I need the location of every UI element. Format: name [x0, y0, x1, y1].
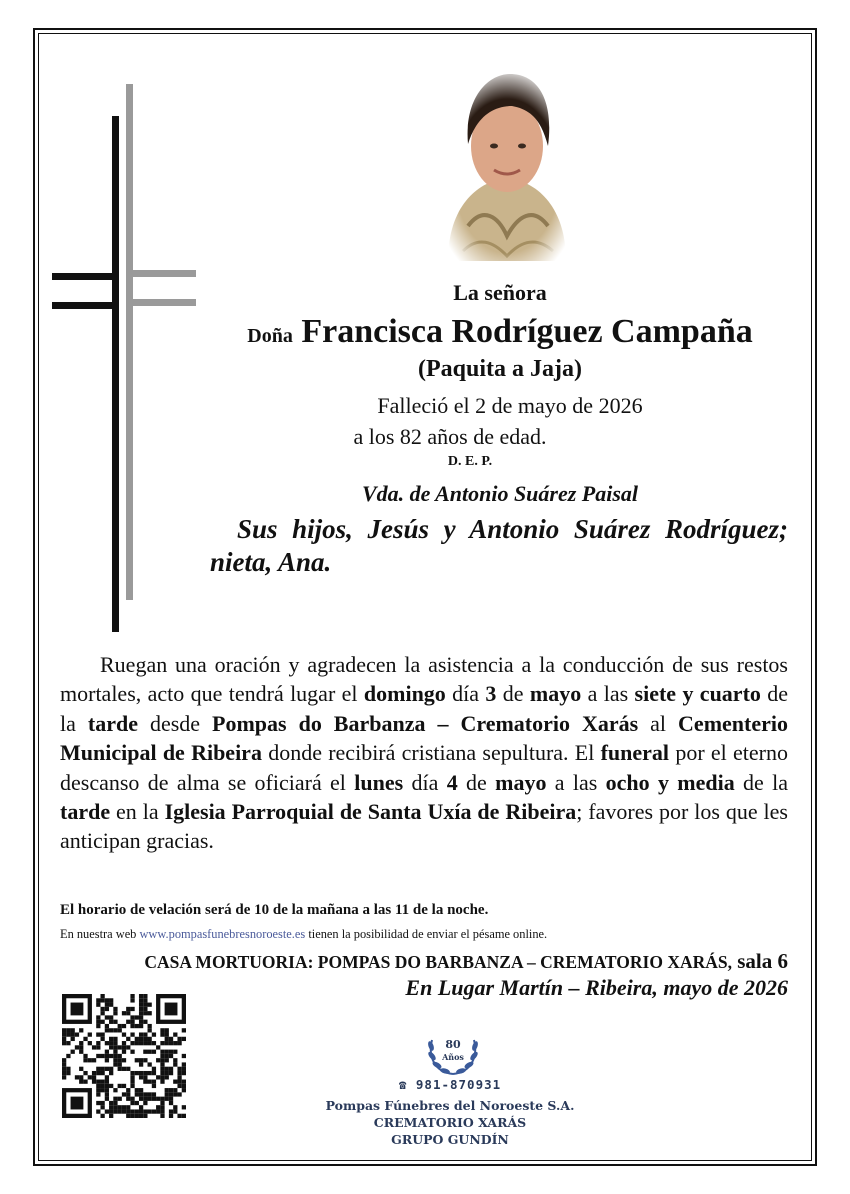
web-note-text: En nuestra web — [60, 927, 140, 941]
body-bold: tarde — [87, 710, 138, 736]
website-link[interactable]: www.pompasfunebresnoroeste.es — [139, 927, 306, 941]
portrait-photo — [438, 66, 576, 266]
group-name: GRUPO GUNDÍN — [391, 1132, 509, 1147]
body-text: a las — [546, 769, 606, 795]
nickname: (Paquita a Jaja) — [418, 356, 582, 382]
vigil-hours: El horario de velación será de 10 de la mañana a las 11 de la noche. — [60, 902, 489, 918]
dep-line: D. E. P. — [447, 454, 493, 469]
room-number: sala 6 — [731, 949, 788, 973]
body-bold: funeral — [600, 740, 670, 766]
body-bold: domingo — [363, 681, 446, 707]
name-text: Francisca Rodríguez Campaña — [301, 313, 753, 350]
svg-text:80: 80 — [445, 1038, 461, 1051]
laurel-logo-icon — [420, 1022, 486, 1078]
name-honorific: Doña — [247, 325, 293, 347]
place-date: En Lugar Martín – Ribeira, mayo de 2026 — [405, 975, 788, 1000]
web-note — [60, 927, 800, 942]
body-bold: mayo — [529, 681, 582, 707]
crematorium-name: CREMATORIO XARÁS — [373, 1115, 527, 1130]
body-text: de la — [734, 769, 789, 795]
svg-text:Años: Años — [442, 1052, 464, 1062]
body-bold: Pompas do Barbanza – Crematorio Xarás — [212, 710, 639, 736]
body-bold: 3 — [485, 681, 497, 707]
phone-icon: ☎ — [398, 1077, 408, 1092]
widow-line: Vda. de Antonio Suárez Paisal — [361, 481, 639, 506]
body-bold: 4 — [446, 769, 458, 795]
body-text: a las — [581, 681, 635, 707]
body-text: donde recibirá cristiana sepultura. El — [261, 740, 601, 766]
ceremony-paragraph — [60, 650, 788, 856]
body-bold: lunes — [354, 769, 404, 795]
phone-text: 981-870931 — [415, 1077, 502, 1092]
body-text: de la — [60, 681, 789, 736]
body-bold: siete y cuarto — [634, 681, 761, 707]
body-bold: ocho y media — [605, 769, 735, 795]
family-line: Sus hijos, Jesús y Antonio Suárez Rodríguez; nieta, Ana. — [210, 514, 788, 577]
qr-code[interactable] — [62, 994, 186, 1118]
body-bold: Iglesia Parroquial de Santa Uxía de Ribeira — [164, 799, 577, 825]
funeral-home — [60, 949, 788, 974]
phone-number — [340, 1077, 560, 1092]
body-bold: tarde — [60, 799, 111, 825]
body-text: al — [638, 710, 679, 736]
body-text: Ruegan una oración y agradecen la asistencia a la conducción de sus restos mortales, acto que tendrá lugar el — [60, 652, 788, 707]
death-date: Falleció el 2 de mayo de 2026 — [377, 393, 643, 418]
cross-icon — [50, 80, 200, 640]
body-text: por el eterno descanso de alma se oficiará el — [60, 740, 788, 795]
deceased-name — [210, 313, 790, 351]
company-name: Pompas Fúnebres del Noroeste S.A. — [325, 1098, 575, 1113]
body-text: día — [403, 769, 447, 795]
body-text: de — [457, 769, 496, 795]
age-line: a los 82 años de edad. — [353, 424, 547, 449]
web-note-text: tienen la posibilidad de enviar el pésame online. — [305, 927, 548, 941]
body-text: de — [496, 681, 530, 707]
funeral-home-text: CASA MORTUORIA: POMPAS DO BARBANZA – CREMATORIO XARÁS, — [144, 952, 732, 972]
body-bold: Cementerio Municipal de Ribeira — [60, 710, 788, 766]
body-text: día — [445, 681, 486, 707]
body-text: ; favores por los que les anticipan gracias. — [60, 799, 788, 854]
body-bold: mayo — [495, 769, 547, 795]
body-text: en la — [110, 799, 165, 825]
body-text: desde — [137, 710, 213, 736]
honorific-title: La señora — [453, 280, 547, 305]
